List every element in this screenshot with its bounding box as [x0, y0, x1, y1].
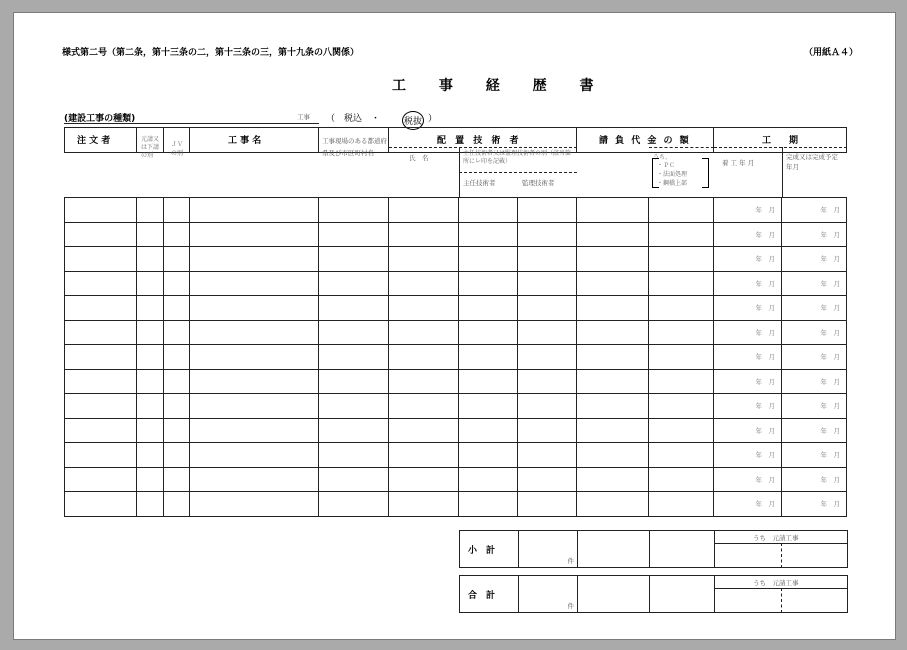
table-row	[65, 271, 847, 296]
cell-chief[interactable]	[459, 222, 518, 247]
document-page	[13, 12, 896, 640]
cell-site[interactable]	[319, 198, 389, 223]
cell-amount[interactable]	[577, 296, 649, 321]
cell-project-name[interactable]	[190, 443, 319, 468]
cell-supervisor[interactable]	[518, 198, 577, 223]
cell-engineer-name[interactable]	[389, 296, 459, 321]
form-style-reference: 様式第二号（第二条，第十三条の二，第十三条の三，第十九条の八関係）	[62, 48, 360, 58]
cell-engineer-name[interactable]	[389, 271, 459, 296]
construction-history-rows	[64, 197, 847, 517]
cell-project-name[interactable]	[190, 222, 319, 247]
table-row	[65, 443, 847, 468]
cell-site[interactable]	[319, 222, 389, 247]
cell-engineer-name[interactable]	[389, 320, 459, 345]
subtotal-amount-cell	[578, 531, 650, 568]
cell-engineer-name[interactable]	[389, 345, 459, 370]
cell-chief[interactable]	[459, 345, 518, 370]
subtotal-amount-sub-cell	[650, 531, 715, 568]
header-jv: ＪＶの別	[164, 128, 190, 153]
cell-amount-sub[interactable]	[649, 296, 714, 321]
cell-prime-sub[interactable]	[137, 394, 164, 419]
cell-site[interactable]	[319, 345, 389, 370]
cell-project-name[interactable]	[190, 418, 319, 443]
total-box	[459, 575, 848, 613]
subtotal-box	[459, 530, 848, 568]
cell-amount-sub[interactable]	[649, 467, 714, 492]
cell-supervisor[interactable]	[518, 296, 577, 321]
subtotal-prime-cell: うち 元請工事	[715, 531, 848, 568]
cell-orderer[interactable]	[65, 394, 137, 419]
cell-prime-sub[interactable]	[137, 443, 164, 468]
cell-supervisor[interactable]	[518, 443, 577, 468]
cell-prime-sub[interactable]	[137, 271, 164, 296]
table-row	[65, 222, 847, 247]
cell-jv[interactable]	[164, 443, 190, 468]
cell-start[interactable]: 年 月	[714, 492, 782, 517]
cell-start[interactable]: 年 月	[714, 345, 782, 370]
cell-orderer[interactable]	[65, 467, 137, 492]
cell-engineer-name[interactable]	[389, 443, 459, 468]
construction-history-table	[64, 127, 847, 187]
cell-jv[interactable]	[164, 492, 190, 517]
header-prime-sub: 元請又は下請の別	[137, 128, 164, 153]
cell-site[interactable]	[319, 418, 389, 443]
header-engineer: 配 置 技 術 者 氏 名 主任技術者又は監理技術者の別（該当箇所にレ印を記載） 主任技術者 監理技術者	[389, 128, 577, 153]
cell-start[interactable]: 年 月	[714, 247, 782, 272]
cell-orderer[interactable]	[65, 418, 137, 443]
cell-completion[interactable]: 年 月	[782, 271, 847, 296]
cell-orderer[interactable]	[65, 296, 137, 321]
cell-amount[interactable]	[577, 247, 649, 272]
cell-supervisor[interactable]	[518, 467, 577, 492]
header-site-location: 工事現場のある都道府県及び市区町村名	[319, 128, 389, 153]
cell-jv[interactable]	[164, 345, 190, 370]
cell-orderer[interactable]	[65, 198, 137, 223]
total-count-cell: 件	[519, 576, 578, 613]
cell-completion[interactable]: 年 月	[782, 198, 847, 223]
cell-prime-sub[interactable]	[137, 418, 164, 443]
cell-completion[interactable]: 年 月	[782, 369, 847, 394]
cell-start[interactable]: 年 月	[714, 369, 782, 394]
cell-prime-sub[interactable]	[137, 296, 164, 321]
cell-chief[interactable]	[459, 271, 518, 296]
cell-engineer-name[interactable]	[389, 222, 459, 247]
cell-chief[interactable]	[459, 247, 518, 272]
construction-type-underline	[64, 123, 319, 124]
cell-site[interactable]	[319, 394, 389, 419]
cell-start[interactable]: 年 月	[714, 198, 782, 223]
cell-engineer-name[interactable]	[389, 198, 459, 223]
total-prime-cell: うち 元請工事	[715, 576, 848, 613]
table-row	[65, 320, 847, 345]
table-row	[65, 247, 847, 272]
cell-amount-sub[interactable]	[649, 222, 714, 247]
paper-size-label: （用紙Ａ４）	[804, 48, 859, 58]
cell-chief[interactable]	[459, 369, 518, 394]
cell-chief[interactable]	[459, 492, 518, 517]
cell-site[interactable]	[319, 320, 389, 345]
cell-project-name[interactable]	[190, 369, 319, 394]
cell-site[interactable]	[319, 492, 389, 517]
cell-prime-sub[interactable]	[137, 247, 164, 272]
cell-completion[interactable]: 年 月	[782, 222, 847, 247]
cell-chief[interactable]	[459, 198, 518, 223]
cell-prime-sub[interactable]	[137, 467, 164, 492]
cell-jv[interactable]	[164, 394, 190, 419]
cell-prime-sub[interactable]	[137, 345, 164, 370]
cell-completion[interactable]: 年 月	[782, 443, 847, 468]
cell-supervisor[interactable]	[518, 222, 577, 247]
cell-amount[interactable]	[577, 418, 649, 443]
cell-engineer-name[interactable]	[389, 492, 459, 517]
cell-site[interactable]	[319, 369, 389, 394]
cell-amount[interactable]	[577, 369, 649, 394]
cell-supervisor[interactable]	[518, 369, 577, 394]
cell-supervisor[interactable]	[518, 320, 577, 345]
cell-orderer[interactable]	[65, 271, 137, 296]
cell-completion[interactable]: 年 月	[782, 320, 847, 345]
header-project-name: 工 事 名	[190, 128, 319, 153]
total-amount-cell	[578, 576, 650, 613]
cell-site[interactable]	[319, 271, 389, 296]
cell-supervisor[interactable]	[518, 394, 577, 419]
total-label: 合 計	[460, 576, 519, 613]
cell-completion[interactable]: 年 月	[782, 296, 847, 321]
cell-jv[interactable]	[164, 247, 190, 272]
cell-amount[interactable]	[577, 467, 649, 492]
cell-orderer[interactable]	[65, 345, 137, 370]
cell-site[interactable]	[319, 443, 389, 468]
cell-prime-sub[interactable]	[137, 492, 164, 517]
cell-project-name[interactable]	[190, 320, 319, 345]
cell-start[interactable]: 年 月	[714, 418, 782, 443]
cell-amount[interactable]	[577, 320, 649, 345]
cell-jv[interactable]	[164, 320, 190, 345]
cell-start[interactable]: 年 月	[714, 296, 782, 321]
cell-project-name[interactable]	[190, 492, 319, 517]
cell-orderer[interactable]	[65, 443, 137, 468]
cell-chief[interactable]	[459, 467, 518, 492]
construction-type-label: (建設工事の種類)	[64, 114, 136, 124]
cell-orderer[interactable]	[65, 320, 137, 345]
cell-orderer[interactable]	[65, 222, 137, 247]
cell-start[interactable]: 年 月	[714, 271, 782, 296]
cell-amount-sub[interactable]	[649, 443, 714, 468]
cell-supervisor[interactable]	[518, 247, 577, 272]
cell-chief[interactable]	[459, 418, 518, 443]
cell-project-name[interactable]	[190, 345, 319, 370]
cell-project-name[interactable]	[190, 247, 319, 272]
cell-jv[interactable]	[164, 198, 190, 223]
cell-amount[interactable]	[577, 443, 649, 468]
cell-amount[interactable]	[577, 271, 649, 296]
cell-chief[interactable]	[459, 443, 518, 468]
cell-project-name[interactable]	[190, 296, 319, 321]
cell-start[interactable]: 年 月	[714, 222, 782, 247]
cell-prime-sub[interactable]	[137, 320, 164, 345]
header-contract-amount: 請 負 代 金 の 額 うち、 ・ＰＣ ・法面処理 ・鋼橋上部	[577, 128, 714, 153]
cell-site[interactable]	[319, 296, 389, 321]
cell-engineer-name[interactable]	[389, 394, 459, 419]
cell-start[interactable]: 年 月	[714, 394, 782, 419]
cell-supervisor[interactable]	[518, 345, 577, 370]
cell-amount[interactable]	[577, 222, 649, 247]
cell-amount-sub[interactable]	[649, 492, 714, 517]
table-row	[65, 198, 847, 223]
cell-completion[interactable]: 年 月	[782, 394, 847, 419]
table-row	[65, 345, 847, 370]
cell-prime-sub[interactable]	[137, 222, 164, 247]
table-row	[65, 492, 847, 517]
cell-supervisor[interactable]	[518, 492, 577, 517]
table-row	[65, 467, 847, 492]
cell-supervisor[interactable]	[518, 271, 577, 296]
cell-chief[interactable]	[459, 296, 518, 321]
cell-completion[interactable]: 年 月	[782, 247, 847, 272]
cell-jv[interactable]	[164, 418, 190, 443]
cell-amount-sub[interactable]	[649, 394, 714, 419]
cell-amount[interactable]	[577, 394, 649, 419]
cell-engineer-name[interactable]	[389, 369, 459, 394]
cell-jv[interactable]	[164, 467, 190, 492]
cell-chief[interactable]	[459, 320, 518, 345]
cell-prime-sub[interactable]	[137, 369, 164, 394]
cell-jv[interactable]	[164, 296, 190, 321]
header-term: 工 期 着 工 年 月 完成又は完成予定年月	[714, 128, 847, 153]
cell-site[interactable]	[319, 247, 389, 272]
total-amount-sub-cell	[650, 576, 715, 613]
cell-amount-sub[interactable]	[649, 247, 714, 272]
cell-completion[interactable]: 年 月	[782, 492, 847, 517]
cell-chief[interactable]	[459, 394, 518, 419]
cell-jv[interactable]	[164, 369, 190, 394]
cell-amount-sub[interactable]	[649, 198, 714, 223]
cell-amount[interactable]	[577, 492, 649, 517]
cell-completion[interactable]: 年 月	[782, 345, 847, 370]
cell-engineer-name[interactable]	[389, 467, 459, 492]
document-title: 工 事 経 歴 書	[392, 78, 608, 94]
table-row	[65, 394, 847, 419]
construction-type-suffix: 工事	[297, 113, 310, 121]
cell-project-name[interactable]	[190, 198, 319, 223]
table-row	[65, 418, 847, 443]
cell-engineer-name[interactable]	[389, 418, 459, 443]
tax-excluded-circled: 税抜	[402, 111, 424, 130]
cell-amount-sub[interactable]	[649, 271, 714, 296]
cell-completion[interactable]: 年 月	[782, 418, 847, 443]
cell-amount[interactable]	[577, 345, 649, 370]
cell-prime-sub[interactable]	[137, 198, 164, 223]
subtotal-count-cell: 件	[519, 531, 578, 568]
cell-start[interactable]: 年 月	[714, 443, 782, 468]
cell-project-name[interactable]	[190, 271, 319, 296]
cell-completion[interactable]: 年 月	[782, 467, 847, 492]
cell-jv[interactable]	[164, 222, 190, 247]
cell-engineer-name[interactable]	[389, 247, 459, 272]
cell-amount-sub[interactable]	[649, 369, 714, 394]
cell-site[interactable]	[319, 467, 389, 492]
tax-label: （ 税込 ・	[326, 114, 381, 124]
subtotal-label: 小 計	[460, 531, 519, 568]
table-row	[65, 296, 847, 321]
header-orderer: 注 文 者	[65, 128, 137, 153]
cell-project-name[interactable]	[190, 467, 319, 492]
cell-project-name[interactable]	[190, 394, 319, 419]
cell-start[interactable]: 年 月	[714, 467, 782, 492]
cell-orderer[interactable]	[65, 492, 137, 517]
cell-amount-sub[interactable]	[649, 345, 714, 370]
tax-close: ）	[428, 114, 438, 124]
table-row	[65, 369, 847, 394]
cell-orderer[interactable]	[65, 369, 137, 394]
cell-start[interactable]: 年 月	[714, 320, 782, 345]
cell-supervisor[interactable]	[518, 418, 577, 443]
cell-amount-sub[interactable]	[649, 320, 714, 345]
cell-amount-sub[interactable]	[649, 418, 714, 443]
cell-amount[interactable]	[577, 198, 649, 223]
cell-orderer[interactable]	[65, 247, 137, 272]
cell-jv[interactable]	[164, 271, 190, 296]
